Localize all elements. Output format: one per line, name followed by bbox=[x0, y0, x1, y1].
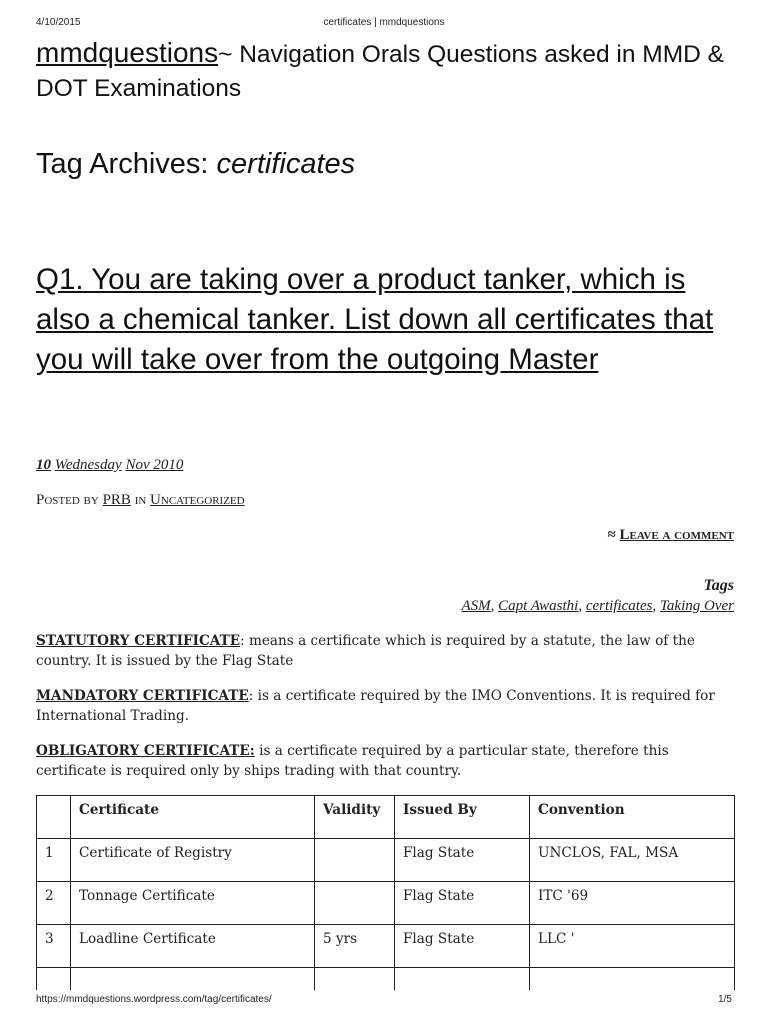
print-page-title: certificates | mmdquestions bbox=[323, 17, 445, 28]
table-cell bbox=[395, 968, 530, 991]
post-date-weekday[interactable]: Wednesday bbox=[54, 457, 122, 473]
table-row bbox=[37, 968, 735, 991]
table-cell: Tonnage Certificate bbox=[71, 882, 315, 925]
definition-term: MANDATORY CERTIFICATE bbox=[36, 688, 249, 704]
tags-list: ASM, Capt Awasthi, certificates, Taking Over bbox=[461, 598, 734, 614]
post-date bbox=[36, 457, 734, 474]
tag-link-asm[interactable]: ASM bbox=[461, 598, 491, 614]
table-cell: 5 yrs bbox=[315, 925, 395, 968]
post-title-link[interactable]: Q1. You are taking over a product tanker, which is also a chemical tanker. List down all certificates that you will take over from the outgoing Master bbox=[36, 263, 714, 376]
definition-statutory: STATUTORY CERTIFICATE: means a certificate which is required by a statute, the law of the country. It is issued by the Flag State bbox=[36, 633, 695, 669]
in-label: in bbox=[134, 492, 147, 508]
definition-text: is a certificate required by a particular state, therefore this certificate is required only by ships trading with that country. bbox=[36, 743, 669, 779]
print-date: 4/10/2015 bbox=[36, 17, 81, 28]
certificates-table bbox=[36, 795, 735, 990]
site-name-link[interactable]: mmdquestions bbox=[36, 37, 219, 68]
header-cell-issued-by: Issued By bbox=[395, 796, 530, 839]
table-cell bbox=[71, 968, 315, 991]
table-row bbox=[37, 839, 735, 882]
posted-by-label: Posted by bbox=[36, 492, 99, 508]
header-cell-validity: Validity bbox=[315, 796, 395, 839]
table-cell: 3 bbox=[37, 925, 71, 968]
table-row bbox=[37, 882, 735, 925]
table-cell: Flag State bbox=[395, 882, 530, 925]
post-date-day[interactable]: 10 bbox=[36, 457, 51, 473]
tag-link-capt-awasthi[interactable]: Capt Awasthi bbox=[498, 598, 579, 614]
site-tagline: ~ Navigation Orals Questions asked in MMD & DOT Examinations bbox=[36, 41, 724, 102]
archive-prefix: Tag Archives: bbox=[36, 148, 217, 180]
table-cell bbox=[315, 882, 395, 925]
post-date-monthyear[interactable]: Nov 2010 bbox=[125, 457, 184, 473]
table-cell bbox=[37, 968, 71, 991]
comment-line bbox=[36, 527, 734, 544]
table-cell bbox=[530, 968, 735, 991]
definition-text: means a certificate which is required by a statute, the law of the country. It is issued by the Flag State bbox=[36, 633, 695, 669]
tags-heading: Tags bbox=[703, 577, 734, 594]
comment-icon: ≈ bbox=[607, 527, 616, 543]
header-cell-number bbox=[37, 796, 71, 839]
definition-term: STATUTORY CERTIFICATE bbox=[36, 633, 241, 649]
table-cell bbox=[315, 968, 395, 991]
print-page-number: 1/5 bbox=[718, 994, 732, 1005]
archive-title bbox=[36, 144, 736, 184]
table-header-row bbox=[37, 796, 735, 839]
header-cell-certificate: Certificate bbox=[71, 796, 315, 839]
print-url: https://mmdquestions.wordpress.com/tag/certificates/ bbox=[36, 994, 272, 1005]
table-cell: ITC '69 bbox=[530, 882, 735, 925]
table-cell: Loadline Certificate bbox=[71, 925, 315, 968]
table-cell: 1 bbox=[37, 839, 71, 882]
definition-text: is a certificate required by the IMO Conventions. It is required for International Trading. bbox=[36, 688, 715, 724]
post-byline bbox=[36, 492, 734, 509]
table-cell: Certificate of Registry bbox=[71, 839, 315, 882]
table-cell: Flag State bbox=[395, 925, 530, 968]
header-cell-convention: Convention bbox=[530, 796, 735, 839]
leave-comment-link[interactable]: Leave a comment bbox=[619, 527, 734, 543]
table-cell: Flag State bbox=[395, 839, 530, 882]
print-footer bbox=[0, 994, 768, 1008]
definition-mandatory: MANDATORY CERTIFICATE: is a certificate required by the IMO Conventions. It is required for International Trading. bbox=[36, 688, 715, 724]
table-cell: UNCLOS, FAL, MSA bbox=[530, 839, 735, 882]
tag-link-certificates[interactable]: certificates bbox=[585, 598, 653, 614]
category-link[interactable]: Uncategorized bbox=[150, 492, 245, 508]
tag-link-taking-over[interactable]: Taking Over bbox=[659, 598, 734, 614]
site-header bbox=[36, 36, 736, 106]
definition-obligatory bbox=[36, 742, 736, 781]
table-row bbox=[37, 925, 735, 968]
table-cell bbox=[315, 839, 395, 882]
author-link[interactable]: PRB bbox=[102, 492, 131, 508]
definition-term: OBLIGATORY CERTIFICATE: bbox=[36, 743, 255, 759]
table-cell: LLC ' bbox=[530, 925, 735, 968]
table-cell: 2 bbox=[37, 882, 71, 925]
archive-term: certificates bbox=[216, 148, 356, 180]
